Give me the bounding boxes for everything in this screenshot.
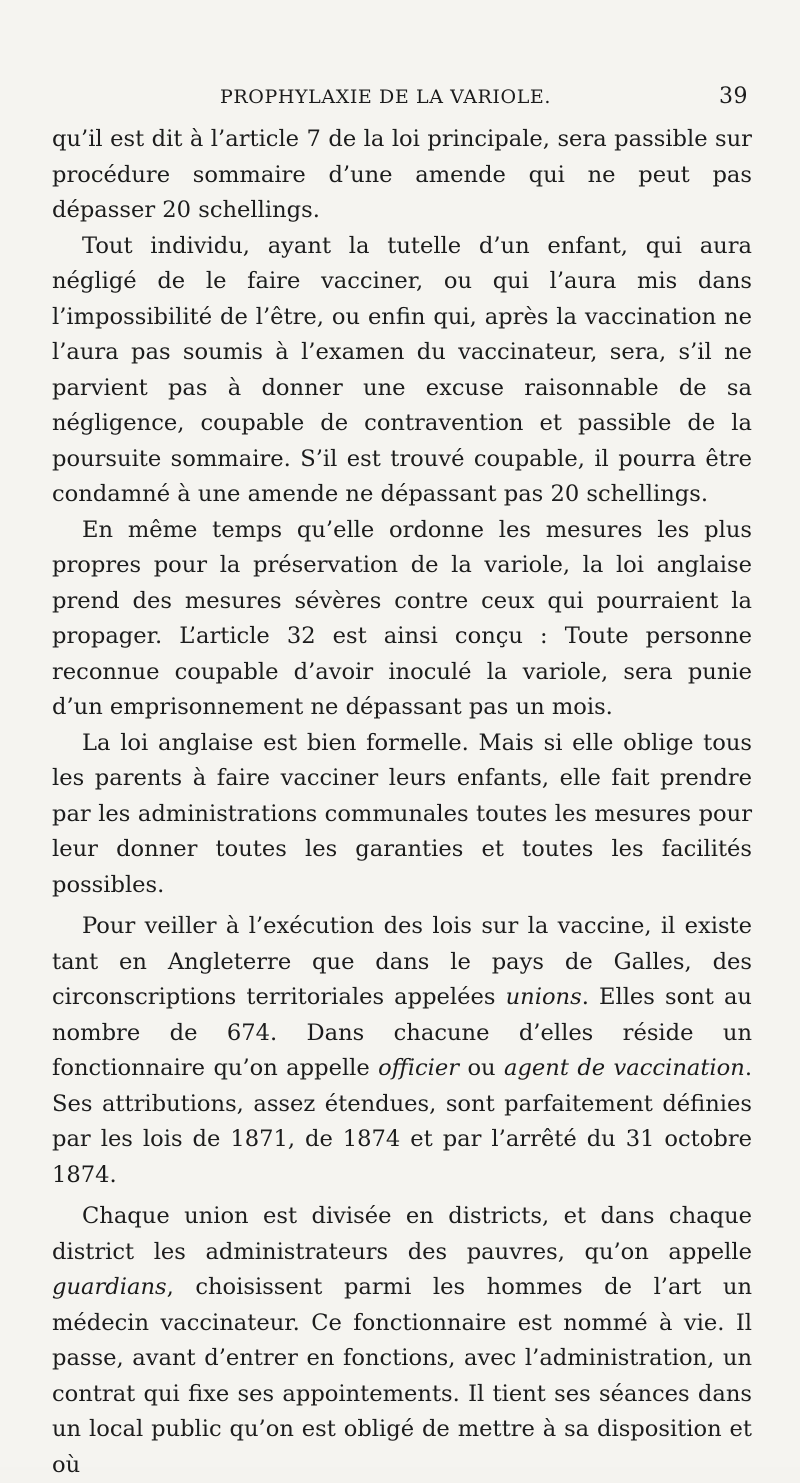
paragraph-6-part-a: Chaque union est divisée en districts, et dans chaque district les administrateurs des pauvres, qu’on appelle <box>52 1203 752 1265</box>
term-guardians: guardians <box>52 1274 167 1300</box>
paragraph-3: En même temps qu’elle ordonne les mesures les plus propres pour la préservation de la variole, la loi anglaise prend des mesures sévères contre ceux qui pourraient la propager. L’article 32 est ainsi conçu : Toute personne reconnue coupable d’avoir inoculé la variole, sera punie d’un emprisonnement ne dépassant pas un mois. <box>52 516 752 720</box>
paragraph-6-part-b: , choisissent parmi les hommes de l’art un médecin vaccinateur. Ce fonctionnaire est nommé à vie. Il passe, avant d’entrer en fonctions, avec l’administration, un contrat qui fixe ses appointements. Il tient ses séances dans un local public qu’on est obligé de mettre à sa disposition et où <box>52 1274 752 1478</box>
term-agent-de-vaccination: agent de vaccination <box>504 1055 745 1081</box>
paragraph-2: Tout individu, ayant la tutelle d’un enfant, qui aura négligé de le faire vacciner, ou qui l’aura mis dans l’impossibilité de l’être, ou enfin qui, après la vaccination ne l’aura pas soumis à l’examen du vaccinateur, sera, s’il ne parvient pas à donner une excuse raisonnable de sa négligence, coupable de contravention et passible de la poursuite sommaire. S’il est trouvé coupable, il pourra être condamné à une amende ne dépassant pas 20 schellings. <box>52 232 752 507</box>
page-number: 39 <box>719 84 748 109</box>
term-unions: unions <box>505 984 582 1010</box>
paragraph-5-part-a: Pour veiller à l’exécution des lois sur la vaccine, il existe tant en Angleterre que dans le pays de Galles, des circonscriptions territoriales appelées <box>52 913 752 1010</box>
paragraph-4: La loi anglaise est bien formelle. Mais si elle oblige tous les parents à faire vacciner leurs enfants, elle fait prendre par les administrations communales toutes les mesures pour leur donner toutes les garanties et toutes les facilités possibles. <box>52 729 752 898</box>
body-text <box>52 122 752 1483</box>
paragraph-1: qu’il est dit à l’article 7 de la loi principale, sera passible sur procédure sommaire d’une amende qui ne peut pas dépasser 20 schellings. <box>52 126 752 223</box>
paragraph-6 <box>52 1199 752 1483</box>
running-title: PROPHYLAXIE DE LA VARIOLE. <box>220 86 552 108</box>
page-content <box>52 82 752 1483</box>
paragraph-5 <box>52 909 752 1193</box>
term-officier: officier <box>378 1055 460 1081</box>
paragraph-5-part-d: . Ses attributions, assez étendues, sont parfaitement définies par les lois de 1871, de 1874 et par l’arrêté du 31 octobre 1874. <box>52 1055 752 1188</box>
running-header <box>52 82 752 122</box>
paragraph-5-part-c: ou <box>459 1055 504 1081</box>
paragraph-5-part-b: . Elles sont au nombre de 674. Dans chacune d’elles réside un fonctionnaire qu’on appelle <box>52 984 752 1081</box>
